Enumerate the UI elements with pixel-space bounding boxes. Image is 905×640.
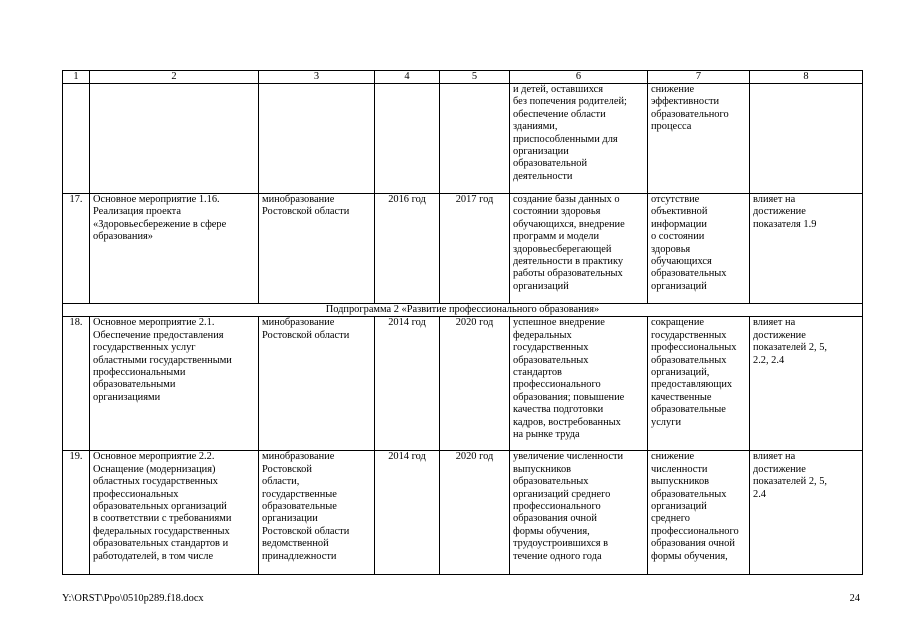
table-row [63,317,863,451]
cell-executor: минобразование Ростовской области, государственные образовательные организации Ростовской области ведомственной принадлежности [259,451,375,575]
program-measures-table [62,70,863,575]
cell-measure-name: Основное мероприятие 2.2. Оснащение (модернизация) областных государственных профессиональных образовательных организаций в соответствии с требованиями федеральных государственных образовательных стандартов и работодателей, в том числе [90,451,259,575]
cell-consequences: снижение численности выпускников образовательных организаций среднего профессионального образования очной формы обучения, [648,451,750,575]
cell-end-year: 2017 год [440,194,510,304]
cell-indicator-link: влияет на достижение показателей 2, 5, 2.4 [750,451,863,575]
cell-empty [440,84,510,194]
column-number-4: 4 [375,71,440,84]
footer-file-path: Y:\ORST\Ppo\0510p289.f18.docx [62,593,204,604]
cell-empty [63,84,90,194]
cell-expected-result: увеличение численности выпускников образовательных организаций среднего профессионального образования очной формы обучения, трудоустроившихся в течение одного года [510,451,648,575]
cell-end-year: 2020 год [440,451,510,575]
cell-start-year: 2016 год [375,194,440,304]
column-number-7: 7 [648,71,750,84]
cell-empty [90,84,259,194]
cell-expected-result: и детей, оставшихся без попечения родителей; обеспечение области зданиями, приспособленными для организации образовательной деятельности [510,84,648,194]
column-number-2: 2 [90,71,259,84]
cell-start-year: 2014 год [375,317,440,451]
column-number-8: 8 [750,71,863,84]
column-numbers-row [63,71,863,84]
cell-empty [375,84,440,194]
cell-empty [259,84,375,194]
column-number-5: 5 [440,71,510,84]
column-number-6: 6 [510,71,648,84]
subprogram-row [63,304,863,317]
cell-expected-result: создание базы данных о состоянии здоровья обучающихся, внедрение программ и модели здоровьесберегающей деятельности в практику работы образовательных организаций [510,194,648,304]
subprogram-title: Подпрограмма 2 «Развитие профессионального образования» [63,304,863,317]
cell-executor: минобразование Ростовской области [259,317,375,451]
cell-indicator-link: влияет на достижение показателя 1.9 [750,194,863,304]
table-row [63,451,863,575]
cell-measure-name: Основное мероприятие 2.1. Обеспечение предоставления государственных услуг областными государственными профессиональными образовательными организациями [90,317,259,451]
page-number: 24 [849,593,860,604]
cell-consequences: отсутствие объективной информации о состоянии здоровья обучающихся образовательных организаций [648,194,750,304]
column-number-3: 3 [259,71,375,84]
table-row-continuation [63,84,863,194]
cell-expected-result: успешное внедрение федеральных государственных образовательных стандартов профессионального образования; повышение качества подготовки кадров, востребованных на рынке труда [510,317,648,451]
cell-row-number: 17. [63,194,90,304]
cell-row-number: 18. [63,317,90,451]
cell-empty [750,84,863,194]
cell-row-number: 19. [63,451,90,575]
cell-indicator-link: влияет на достижение показателей 2, 5, 2.2, 2.4 [750,317,863,451]
table-row [63,194,863,304]
cell-consequences: сокращение государственных профессиональных образовательных организаций, предоставляющих качественные образовательные услуги [648,317,750,451]
column-number-1: 1 [63,71,90,84]
cell-end-year: 2020 год [440,317,510,451]
cell-measure-name: Основное мероприятие 1.16. Реализация проекта «Здоровьесбережение в сфере образования» [90,194,259,304]
cell-consequences: снижение эффективности образовательного процесса [648,84,750,194]
cell-start-year: 2014 год [375,451,440,575]
cell-executor: минобразование Ростовской области [259,194,375,304]
